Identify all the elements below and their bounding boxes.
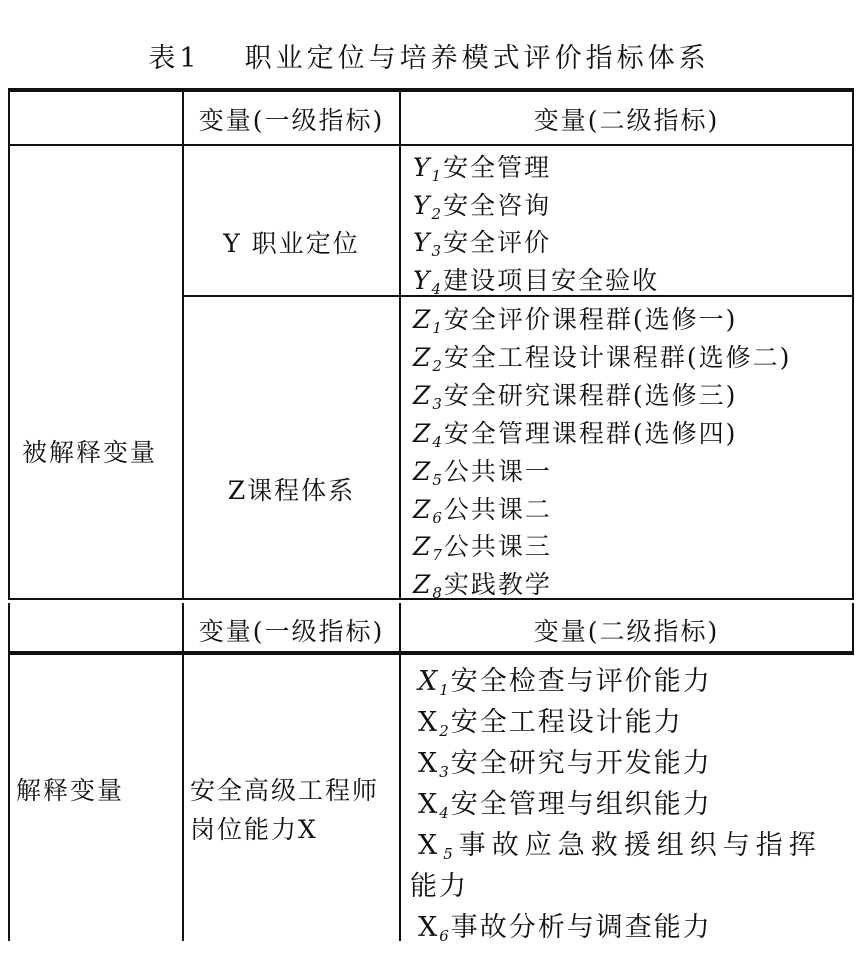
y-item: $Y_2$安全咨询 [413,191,552,223]
x-item: $X_4$安全管理与组织能力 [418,789,712,822]
z-indicator-label: Z课程体系 [227,476,356,505]
explanatory-variable-label: 解释变量 [16,776,125,805]
rule [8,651,854,655]
table-caption-text: 职业定位与培养模式评价指标体系 [244,43,710,74]
table-caption [0,36,858,75]
z-item: $Z_7$公共课三 [413,532,552,564]
rule [182,603,184,941]
z-item: $Z_8$实践教学 [413,570,552,602]
x-item: $X_2$安全工程设计能力 [418,707,683,740]
z-item: $Z_6$公共课二 [413,495,552,527]
rule [8,88,10,600]
header-second-level: 变量(二级指标) [533,106,720,135]
x-item: $X_6$事故分析与调查能力 [418,912,712,945]
y-item: $Y_4$建设项目安全验收 [413,266,660,298]
explained-variable-label: 被解释变量 [22,438,158,467]
rule [399,603,401,941]
rule [852,603,854,653]
y-item: $Y_3$安全评价 [413,228,552,260]
rule [8,88,854,92]
table-caption-number: 表1 [148,43,201,74]
x-indicator-label-line1: 安全高级工程师 [190,776,380,805]
z-item: $Z_3$安全研究课程群(选修三) [413,381,738,413]
header-first-level: 变量(一级指标) [198,617,385,646]
z-item: $Z_2$安全工程设计课程群(选修二) [413,343,792,375]
y-item: $Y_1$安全管理 [413,153,552,185]
z-item: $Z_5$公共课一 [413,457,552,489]
rule [852,88,854,600]
x-item: $X_3$安全研究与开发能力 [418,748,712,781]
rule [399,88,401,600]
header-first-level: 变量(一级指标) [198,106,385,135]
y-indicator-label: Y 职业定位 [223,229,360,258]
x-item: $X_1$安全检查与评价能力 [418,666,712,699]
z-item: $Z_4$安全管理课程群(选修四) [413,419,738,451]
rule [8,144,854,146]
header-second-level: 变量(二级指标) [533,617,720,646]
x-indicator-label-line2: 岗位能力X [190,815,318,844]
x-item: $X_5$事故应急救援组织与指挥 [418,830,822,863]
rule [182,88,184,600]
rule [8,603,10,941]
x-item-continued: 能力 [410,871,468,902]
z-item: $Z_1$安全评价课程群(选修一) [413,305,738,337]
